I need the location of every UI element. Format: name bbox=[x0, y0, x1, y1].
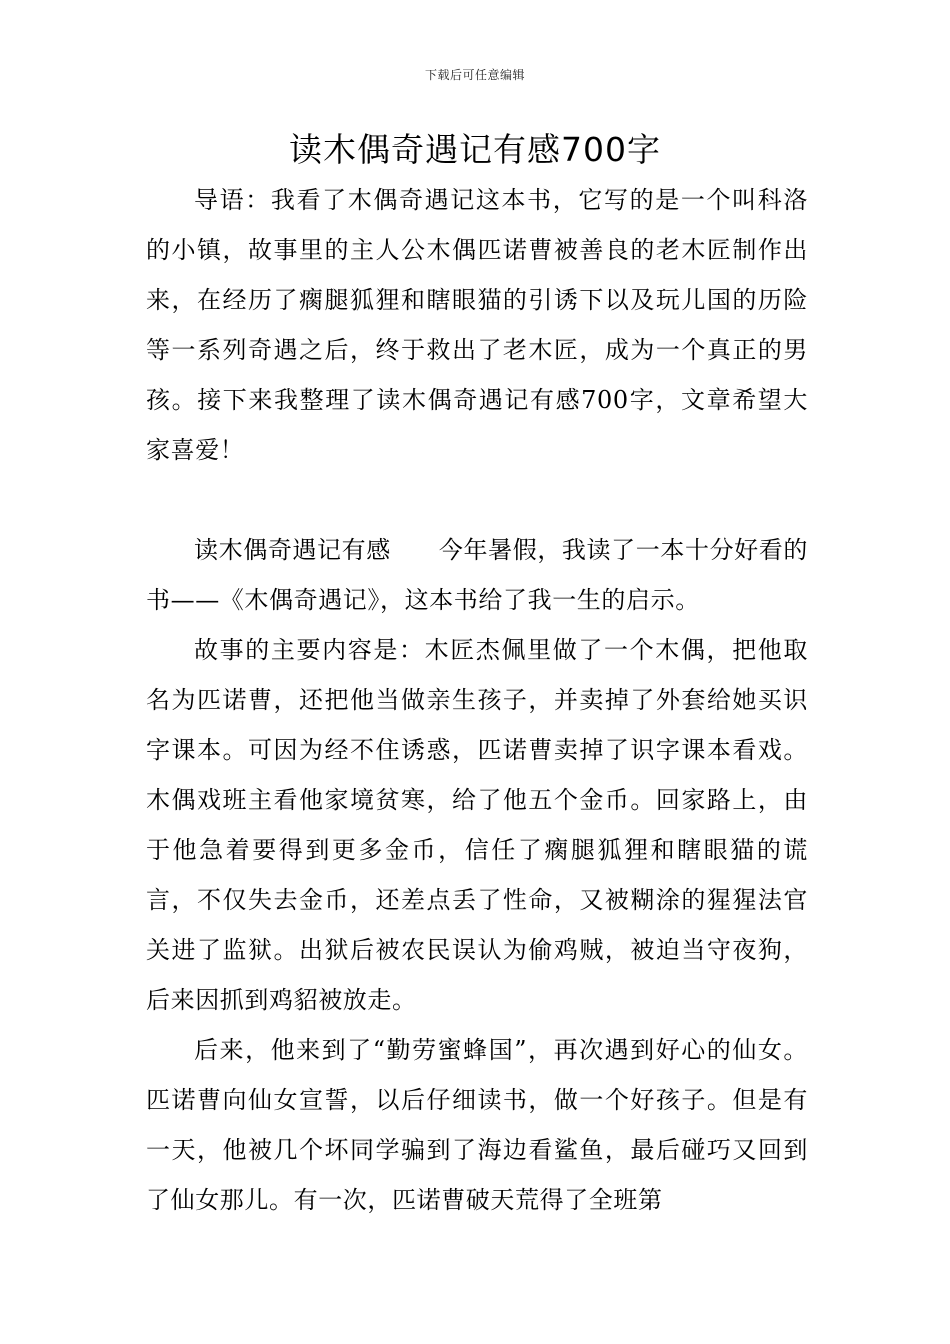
header-note: 下载后可任意编辑 bbox=[424, 68, 525, 82]
document-body bbox=[146, 175, 808, 1225]
document-title: 读木偶奇遇记有感700字 bbox=[289, 130, 661, 169]
essay-heading: 读木偶奇遇记有感 bbox=[194, 536, 391, 564]
story-summary-paragraph: 故事的主要内容是：木匠杰佩里做了一个木偶，把他取名为匹诺曹，还把他当做亲生孩子，并卖掉了外套给她买识字课本。可因为经不住诱惑，匹诺曹卖掉了识字课本看戏。木偶戏班主看他家境贫寒，给了他五个金币。回家路上，由于他急着要得到更多金币，信任了瘸腿狐狸和瞎眼猫的谎言，不仅失去金币，还差点丢了性命，又被糊涂的猩猩法官关进了监狱。出狱后被农民误认为偷鸡贼，被迫当守夜狗，后来因抓到鸡貂被放走。 bbox=[146, 636, 808, 1014]
essay-opening-text: 今年暑假，我读了一本十分好看的书——《木偶奇遇记》，这本书给了我一生的启示。 bbox=[146, 536, 808, 614]
paragraph-spacer bbox=[146, 475, 808, 525]
essay-opening-paragraph bbox=[146, 525, 808, 625]
intro-paragraph: 导语：我看了木偶奇遇记这本书，它写的是一个叫科洛的小镇，故事里的主人公木偶匹诺曹被善良的老木匠制作出来，在经历了瘸腿狐狸和瞎眼猫的引诱下以及玩儿国的历险等一系列奇遇之后，终于救出了老木匠，成为一个真正的男孩。接下来我整理了读木偶奇遇记有感700字，文章希望大家喜爱！ bbox=[146, 186, 808, 464]
story-continuation-paragraph: 后来，他来到了“勤劳蜜蜂国”，再次遇到好心的仙女。匹诺曹向仙女宣誓，以后仔细读书，做一个好孩子。但是有一天，他被几个坏同学骗到了海边看鲨鱼，最后碰巧又回到了仙女那儿。有一次，匹诺曹破天荒得了全班第 bbox=[146, 1036, 808, 1214]
